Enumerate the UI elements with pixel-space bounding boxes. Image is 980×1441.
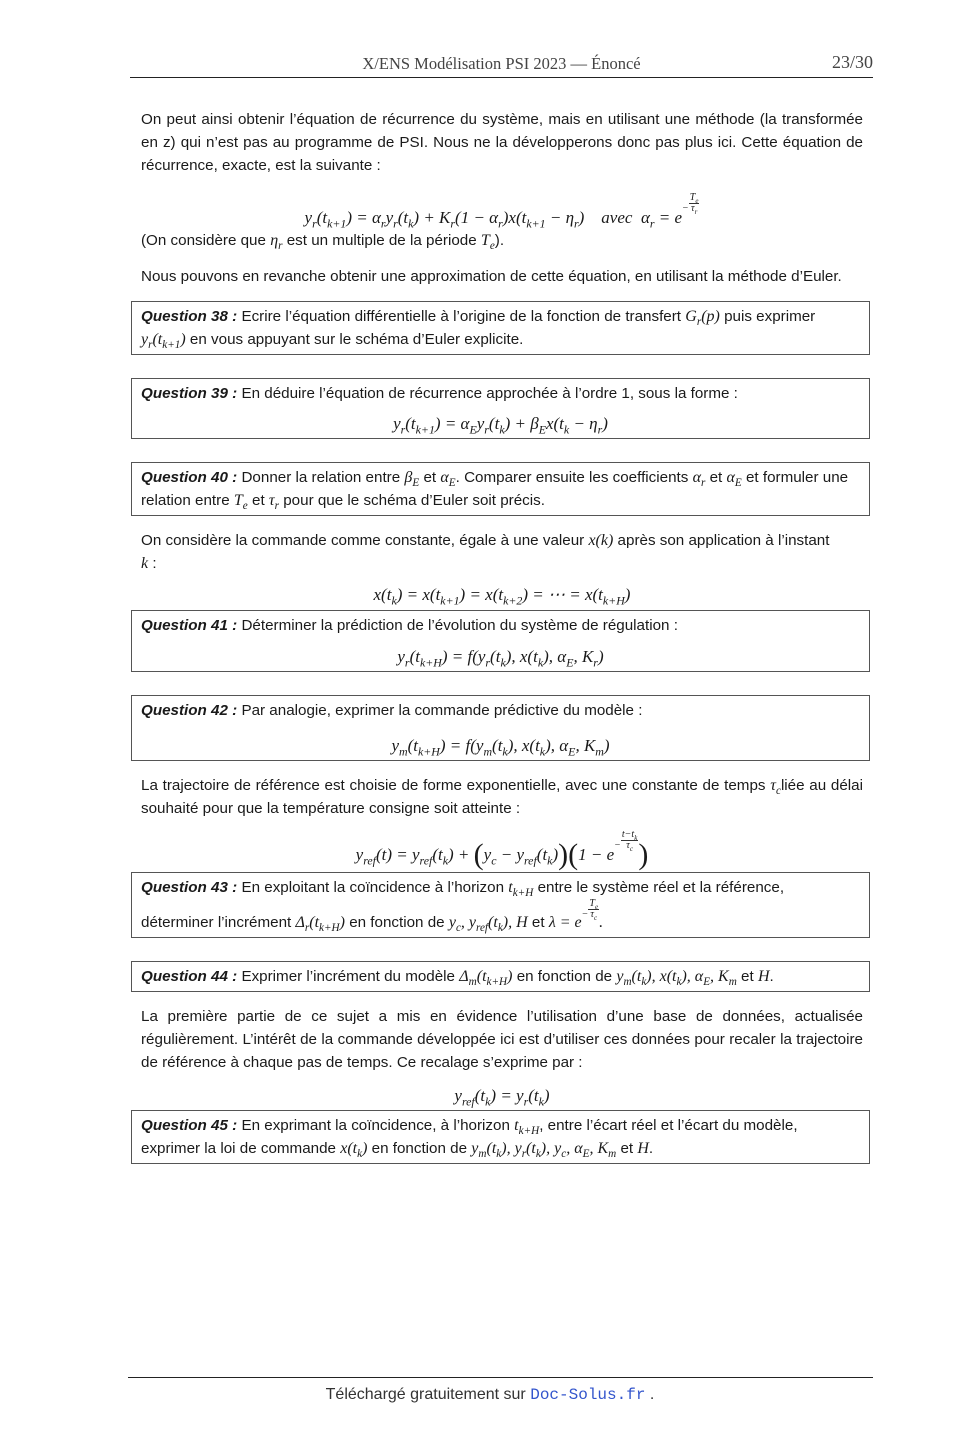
question-text: En déduire l’équation de récurrence approchée à l’ordre 1, sous la forme : [241, 385, 738, 402]
question-text: Exprimer l’incrément du modèle [241, 968, 456, 985]
footer-divider [128, 1377, 873, 1378]
question-text: et [709, 469, 723, 486]
approx-equation: $y_r(t_{k+1}) = \alpha_Ey_r(t_k) + \beta_Ex(t_k - \eta_r)$ [393, 414, 608, 437]
question-43: Question 43 : En exploitant la coïncidence à l’horizon $t_{k+H}$ entre le système réel et la référence, déterminer l’incrément $\Delta_r(t_{k+H})$ en fonction de $y_c$, $y_{ref}(t_k)$, H et λ = e− $\frac{T_e}{\tau_c}$ . [131, 872, 870, 938]
footer-end: . [649, 1386, 655, 1403]
commande-text: On considère la commande comme constante, égale à une valeur [141, 532, 585, 549]
page-footer [0, 1386, 980, 1404]
question-label: Question 42 : [141, 702, 238, 719]
footer-link[interactable]: Doc-Solus.fr [530, 1386, 646, 1404]
question-text: et formuler une relation entre [141, 469, 849, 509]
question-text: et [741, 968, 754, 985]
question-text: et [620, 1140, 634, 1157]
question-label: Question 39 : [141, 385, 238, 402]
header-title: X/ENS Modélisation PSI 2023 — Énoncé [362, 54, 641, 73]
question-label: Question 40 : [141, 469, 238, 486]
question-42 [131, 695, 870, 761]
question-label: Question 44 : [141, 968, 238, 985]
commande-text: après son application à l’instant [617, 532, 830, 549]
question-label: Question 45 : [141, 1117, 238, 1134]
question-text: . Comparer ensuite les coefficients [455, 469, 689, 486]
question-text: pour que le schéma d’Euler soit précis. [283, 492, 545, 509]
database-paragraph: La première partie de ce sujet a mis en évidence l’utilisation d’une base de données, actualisée régulièrement. L’intérêt de la commande développée ici est d’utiliser ces données pour recaler la trajectoire de référence à chaque pas de temps. Ce recalage s’exprime par : [141, 1008, 863, 1071]
question-label: Question 43 : [141, 879, 238, 896]
model-equation: $y_m(t_{k+H}) = f(y_m(t_k)$, $x(t_k)$, $\alpha_E$, $K_m$) [391, 736, 610, 759]
question-41 [131, 610, 870, 672]
question-text: en vous appuyant sur le schéma d’Euler explicite. [189, 331, 524, 348]
question-text: En exprimant la coïncidence, à l’horizon [241, 1117, 510, 1134]
recalage-equation: $y_{ref}(t_k) = y_r(t_k)$ [454, 1086, 550, 1109]
note-middle: est un multiple de la période [286, 232, 477, 249]
prediction-equation: $y_r(t_{k+H}) = f(y_r(t_k)$, $x(t_k)$, $\alpha_E$, $K_r$) [397, 647, 604, 670]
euler-paragraph: Nous pouvons en revanche obtenir une approximation de cette équation, en utilisant la méthode d’Euler. [141, 268, 842, 285]
question-text: Donner la relation entre [241, 469, 401, 486]
page-number: 23/30 [831, 52, 873, 72]
question-44: Question 44 : Exprimer l’incrément du modèle $\Delta_m(t_{k+H})$ en fonction de $y_m(t_k)$, $x(t_k)$, $\alpha_E$, $K_m$ et H. [131, 961, 870, 992]
footer-text: Téléchargé gratuitement sur [325, 1386, 526, 1403]
note-prefix: (On considère que [141, 232, 266, 249]
page-header [130, 52, 873, 78]
trajectoire-text: liée au délai souhaité pour que la température consigne soit atteinte : [141, 777, 863, 817]
page-content [141, 108, 863, 1164]
question-38: Question 38 : Ecrire l’équation différentielle à l’origine de la fonction de transfert $G_r(p)$ puis exprimer $y_r(t_{k+1})$ en vous appuyant sur le schéma d’Euler explicite. [131, 301, 870, 355]
reference-trajectory-equation: $y_{ref}(t) = y_{ref}(t_k) + (y_c - y_{ref}(t_k))(1 - e-$ $\frac{t-t_k}{\tau_c}$ ) [355, 829, 649, 871]
question-text: en fonction de [516, 968, 613, 985]
question-text: , entre l’écart réel et l’écart du modèle, exprimer la loi de commande [141, 1117, 798, 1157]
question-text: en fonction de [349, 914, 445, 931]
question-text: En exploitant la coïncidence à l’horizon [241, 879, 505, 896]
trajectoire-text: La trajectoire de référence est choisie de forme exponentielle, avec une constante de temps [141, 777, 766, 794]
question-text: Par analogie, exprimer la commande prédictive du modèle : [241, 702, 643, 719]
question-39 [131, 378, 870, 439]
question-text: en fonction de [371, 1140, 468, 1157]
question-text: Ecrire l’équation différentielle à l’origine de la fonction de transfert [241, 308, 682, 325]
question-text: Déterminer la prédiction de l’évolution du système de régulation : [241, 617, 678, 634]
question-45: Question 45 : En exprimant la coïncidence, à l’horizon $t_{k+H}$, entre l’écart réel et l’écart du modèle, exprimer la loi de commande $x(t_k)$ en fonction de $y_m(t_k)$, $y_r(t_k)$, $y_c$, $\alpha_E$, $K_m$ et H. [131, 1110, 870, 1164]
recurrence-equation: $y_r(t_{k+1}) = \alpha_ry_r(t_k) + K_r(1 - \alpha_r)x(t_{k+1} - \eta_r)$ avec $\alpha_r = e-$ $\frac{T_e}{\tau_r}$ [304, 192, 699, 231]
question-text: et [423, 469, 437, 486]
question-text: entre le système réel et la référence, déterminer l’incrément [141, 879, 785, 931]
question-label: Question 38 : [141, 308, 238, 325]
note-paragraph: (On considère que $\eta_r$ est un multiple de la période $T_e$). [141, 232, 505, 253]
question-text: et [252, 492, 265, 509]
question-text: puis exprimer [724, 308, 816, 325]
constant-command-equation: $x(t_k) = x(t_{k+1}) = x(t_{k+2})$ = ⋯ = $x(t_{k+H})$ [373, 585, 631, 608]
trajectoire-paragraph: La trajectoire de référence est choisie de forme exponentielle, avec une constante de temps $\tau_cliée$ au délai souhaité pour que la température consigne soit atteinte : [141, 777, 863, 817]
question-label: Question 41 : [141, 617, 238, 634]
intro-paragraph: On peut ainsi obtenir l’équation de récurrence du système, mais en utilisant une méthode (la transformée en z) qui n’est pas au programme de PSI. Nous ne la développerons donc pas plus ici. Cette équation de récurrence, exacte, est la suivante : [141, 111, 863, 174]
commande-paragraph: On considère la commande comme constante, égale à une valeur x(k) après son application à l’instant k : [141, 532, 830, 572]
question-40: Question 40 : Donner la relation entre $\beta_E$ et $\alpha_E$. Comparer ensuite les coefficients $\alpha_r$ et $\alpha_E$ et formuler une relation entre $T_e$ et $\tau_r$ pour que le schéma d’Euler soit précis. [131, 462, 870, 516]
question-text: et [531, 914, 545, 931]
